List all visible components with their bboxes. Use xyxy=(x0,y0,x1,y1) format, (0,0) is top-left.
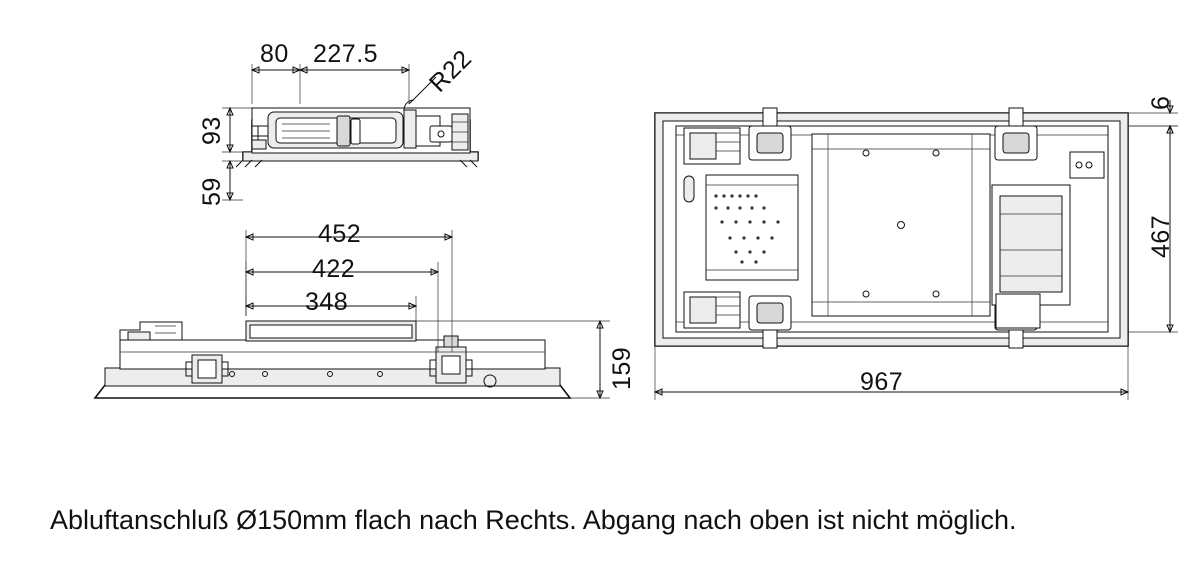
dimension-label-6: 6 xyxy=(1147,95,1175,110)
dimension-label-348: 348 xyxy=(305,288,349,316)
dimension-label-967: 967 xyxy=(860,368,904,396)
dimension-label-422: 422 xyxy=(312,255,356,283)
dimension-label-467: 467 xyxy=(1147,214,1175,258)
drawing-caption: Abluftanschluß Ø150mm flach nach Rechts. Abgang nach oben ist nicht möglich. xyxy=(50,505,1017,535)
dimension-label-227-5: 227.5 xyxy=(313,40,379,68)
plan-view xyxy=(655,100,1178,400)
dimension-label-93: 93 xyxy=(198,116,226,145)
dimension-label-452: 452 xyxy=(318,220,362,248)
dimension-label-59: 59 xyxy=(198,177,226,206)
dimension-label-159: 159 xyxy=(608,346,636,390)
dimension-label-r22: R22 xyxy=(424,44,478,98)
dimension-label-80: 80 xyxy=(260,40,289,68)
